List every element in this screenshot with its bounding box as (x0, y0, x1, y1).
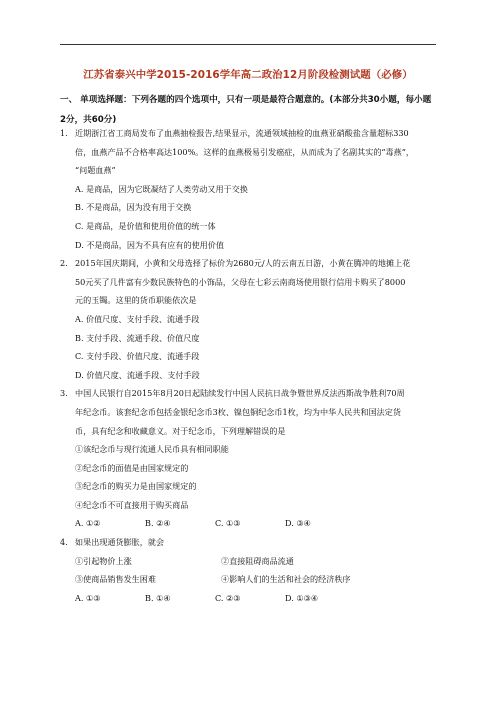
statement-row (60, 552, 440, 571)
choice-a: A. ①③ (75, 592, 101, 603)
statement-3: ③使商品销售发生困难 (75, 574, 156, 585)
question-stem-line: 50元买了几件富有少数民族特色的小饰品，父母在七彩云南商场使用银行信用卡购买了8000 (75, 276, 406, 287)
header-rule (60, 44, 436, 45)
statement-4: ④纪念币不可直接用于购买商品 (75, 499, 189, 510)
section-heading-line-1: 一、 单项选择题：下列各题的四个选项中，只有一项是最符合题意的。(本部分共30小题，每小题 (60, 95, 432, 105)
question-1 (60, 124, 440, 254)
statement-2: ②直接阻碍商品流通 (221, 555, 294, 566)
statement-3: ③纪念币的购买力是由国家规定的 (75, 481, 197, 492)
statement-4: ④影响人们的生活和社会的经济秩序 (221, 574, 351, 585)
question-stem-line: 倍，血燕产品不合格率高达100%。这样的血燕极易引发癌症，从而成为了名副其实的“毒燕”， (75, 146, 414, 157)
choice-d: D. ①③④ (285, 592, 319, 603)
question-stem-line: “问题血燕” (75, 165, 116, 176)
choice-c: C. ②③ (215, 592, 241, 603)
answer-choices (60, 589, 440, 608)
option-a: A. 是商品，因为它既凝结了人类劳动又用于交换 (75, 183, 248, 194)
question-3 (60, 384, 440, 533)
option-d: D. 价值尺度、流通手段、支付手段 (75, 369, 200, 380)
question-list (60, 124, 440, 607)
option-b: B. 支付手段、流通手段、价值尺度 (75, 332, 200, 343)
choice-b: B. ①④ (145, 592, 171, 603)
option-c: C. 支付手段、价值尺度、流通手段 (75, 351, 200, 362)
question-stem-line: 币，具有纪念和收藏意义。对于纪念币，下列理解错误的是 (75, 425, 286, 436)
document-title: 江苏省泰兴中学2015-2016学年高二政治12月阶段检测试题（必修） (83, 69, 413, 81)
question-number: 4. (60, 537, 68, 548)
statement-1: ①该纪念币与现行流通人民币具有相同职能 (75, 444, 229, 455)
question-number: 3. (60, 388, 68, 399)
question-stem-line: 中国人民银行自2015年8月20日起陆续发行中国人民抗日战争暨世界反法西斯战争胜利70周 (75, 388, 405, 399)
statement-2: ②纪念币的面值是由国家规定的 (75, 462, 189, 473)
statement-1: ①引起物价上涨 (75, 555, 132, 566)
question-2 (60, 254, 440, 384)
question-stem-line: 年纪念币。该套纪念币包括金银纪念币3枚、镍包铜纪念币1枚，均为中华人民共和国法定货 (75, 406, 401, 417)
choice-a: A. ①② (75, 518, 101, 529)
choice-d: D. ③④ (285, 518, 311, 529)
option-a: A. 价值尺度、支付手段、流通手段 (75, 313, 200, 324)
question-stem-line: 近期浙江省工商局发布了血燕抽检报告,结果显示，流通领域抽检的血燕亚硝酸盐含量超标330 (75, 128, 409, 138)
question-stem-line: 元的玉镯。这里的货币职能依次是 (75, 295, 197, 306)
answer-choices (60, 514, 440, 533)
question-4 (60, 533, 440, 607)
section-heading-line-2: 2分，共60分) (60, 115, 117, 125)
statement-row (60, 570, 440, 589)
option-d: D. 不是商品，因为不具有应有的使用价值 (75, 239, 224, 250)
choice-c: C. ①③ (215, 518, 241, 529)
question-number: 2. (60, 258, 68, 269)
option-b: B. 不是商品，因为没有用于交换 (75, 202, 192, 213)
question-number: 1. (60, 128, 68, 138)
question-stem-line: 如果出现通货膨胀，就会 (75, 537, 165, 548)
choice-b: B. ②④ (145, 518, 171, 529)
question-stem-line: 2015年国庆期间，小黄和父母选择了标价为2680元/人的云南五日游，小黄在腾冲的地摊上花 (75, 258, 411, 269)
option-c: C. 是商品，是价值和使用价值的统一体 (75, 220, 216, 231)
